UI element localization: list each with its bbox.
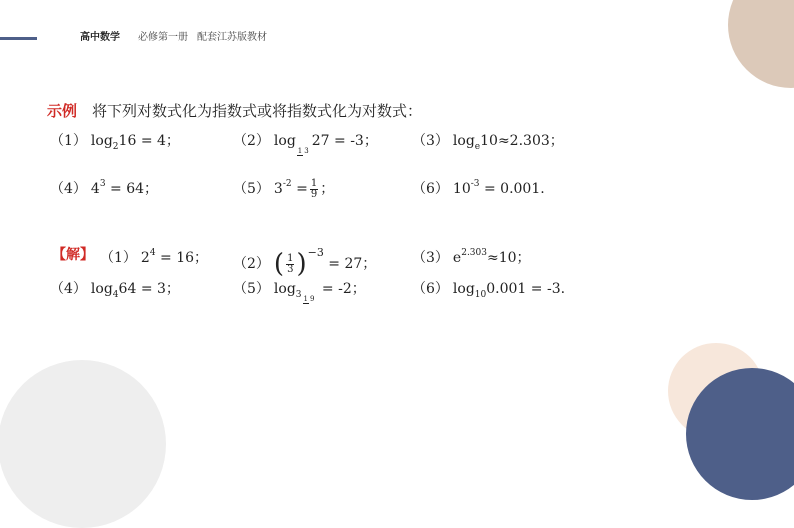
solution-tag: 【解】 [52,247,94,263]
fraction-subscript: 1 9 [303,295,315,303]
decorative-circle-grey [0,360,166,528]
solution-6: （6） $\log_{10}0.001 = -3$. [412,281,566,300]
solution-1: （1） $2^4 = 16$； [100,248,209,266]
header-edition: 配套江苏版教材 [197,32,267,43]
fraction: $\frac{1}{9}$ [310,177,318,200]
decorative-circle-beige [728,0,794,88]
problem-4: （4） $4^3 = 64$； [50,179,159,197]
problem-2: （2） log1 327 = -3； [233,131,378,159]
solution-5: （5） $\log_3 1$ 9 = -2； [233,279,366,307]
header-accent-line [0,37,37,40]
problem-5: （5） $3^{-2}$ = $\frac{1}{9}$ ； [233,177,335,200]
solution-4: （4） $\log_464 = 3$； [50,281,180,300]
fraction-base: 1 3 [297,147,309,155]
problem-1: （1） $\log_216 = 4$； [50,133,180,152]
solution-3: （3） $e^{2.303}\approx 10$； [412,248,531,266]
problem-3: （3） $\log_e10\approx 2.303$； [412,133,564,152]
problem-6: （6） $10^{-3} = 0.001$. [412,179,545,197]
example-instruction: 将下列对数式化为指数式或将指数式化为对数式： [92,102,423,120]
solution-2: （2） ( $\frac{1}{3}$ )$^{-3}$ = 27； [233,246,377,279]
example-keyword: 示例 [47,102,78,120]
fraction: $\frac{1}{3}$ [287,252,294,275]
header-book: 必修第一册 [138,32,188,43]
header-subject: 高中数学 [80,32,120,43]
